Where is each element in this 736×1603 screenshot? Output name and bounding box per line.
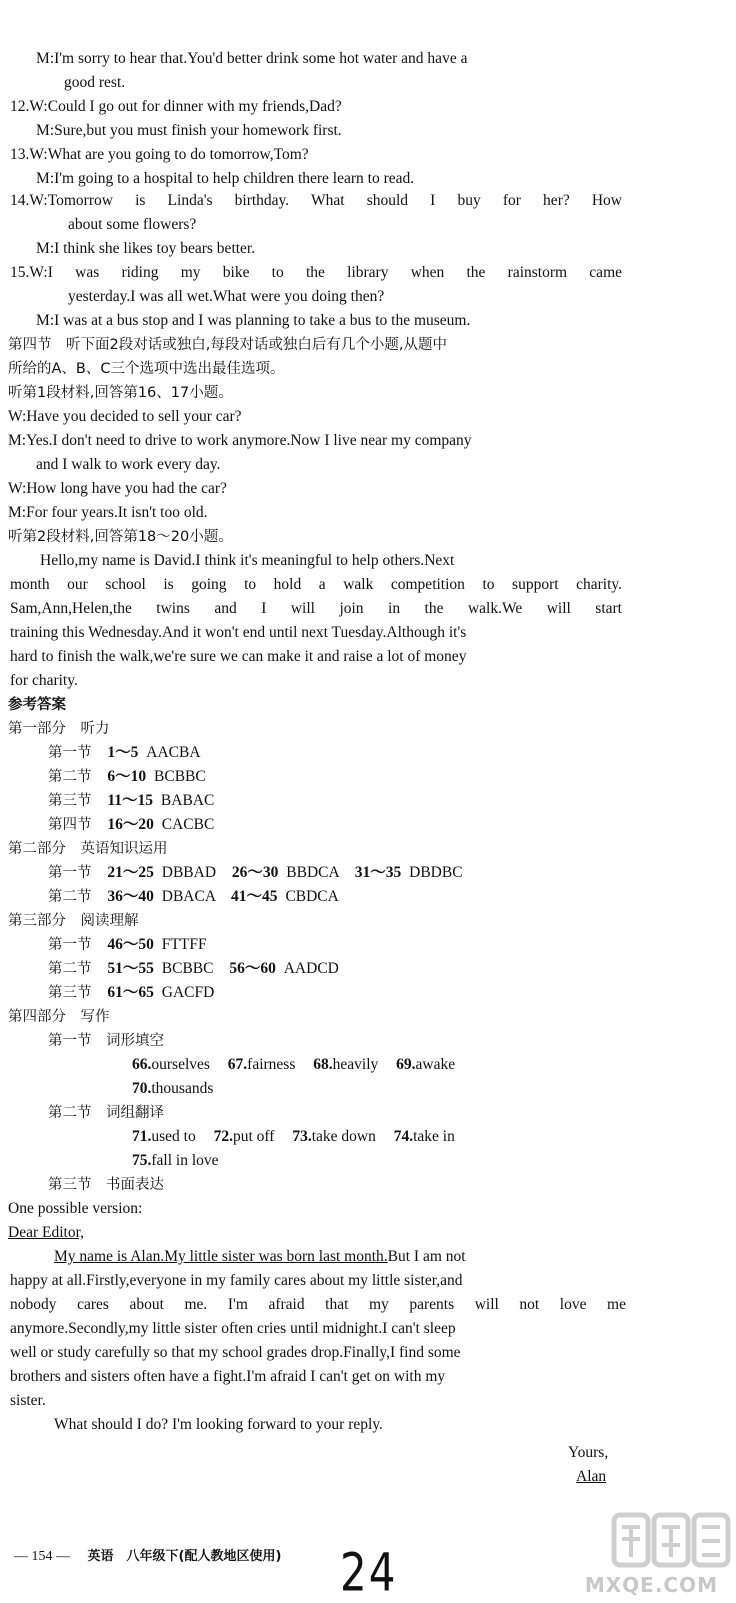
answer-phrase: used to: [151, 1128, 196, 1145]
letter-line-6: brothers and sisters often have a fight.I'm afraid I can't get on with my: [10, 1368, 446, 1385]
dialogue-14-woman-line1: 14.W:Tomorrow is Linda's birthday. What should I buy for her? How: [10, 192, 622, 209]
letter-line-1-rest: But I am not: [387, 1248, 466, 1265]
question-range: 16～20: [107, 816, 154, 833]
dialogue-11-man-line1: M:I'm sorry to hear that.You'd better drink some hot water and have a: [36, 50, 468, 67]
letter-line-1-underlined: My name is Alan.My little sister was born last month.: [54, 1248, 388, 1265]
answer-row-p3s3: [48, 982, 214, 1004]
answer-letters: AADCD: [283, 960, 339, 977]
answer-row-p2s2: [48, 886, 339, 908]
part-4-section-1-label: 第一节 词形填空: [48, 1033, 164, 1049]
material-2-para-line2: month our school is going to hold a walk competition to support charity.: [10, 576, 622, 593]
answer-letters: FTTFF: [161, 936, 207, 953]
dialogue-12-woman: 12.W:Could I go out for dinner with my friends,Dad?: [10, 98, 342, 115]
answer-row-p1s3: [48, 790, 214, 812]
question-range: 11～15: [107, 792, 154, 809]
letter-line-2: happy at all.Firstly,everyone in my family cares about my little sister,and: [10, 1272, 463, 1289]
dialogue-15-man: M:I was at a bus stop and I was planning to take a bus to the museum.: [36, 312, 471, 329]
answer-row-p2s1: [48, 862, 463, 884]
answer-phrase: take in: [413, 1128, 455, 1145]
watermark-text: MXQE.COM: [584, 1573, 718, 1597]
section-label: 第一节: [48, 937, 92, 953]
dialogue-15-woman-line2: yesterday.I was all wet.What were you doing then?: [68, 288, 385, 305]
question-number: 68.: [313, 1056, 333, 1073]
dialogue-13-man: M:I'm going to a hospital to help children there learn to read.: [36, 170, 415, 187]
material-2-para-line4: training this Wednesday.And it won't end until next Tuesday.Although it's: [10, 624, 467, 641]
question-range: 41～45: [231, 888, 278, 905]
answer-row-p3s1: [48, 934, 207, 956]
material-2-para-line3: Sam,Ann,Helen,the twins and I will join in the walk.We will start: [10, 600, 622, 617]
question-number: 67.: [227, 1056, 248, 1073]
letter-salutation: Dear Editor,: [8, 1224, 84, 1241]
question-range: 21～25: [107, 864, 154, 881]
part-4-section-3-label: 第三节 书面表达: [48, 1177, 164, 1193]
answer-letters: CACBC: [161, 816, 215, 833]
word-form-answers-row2: [132, 1078, 213, 1100]
answer-phrase: fall in love: [151, 1152, 219, 1169]
letter-line-5: well or study carefully so that my school grades drop.Finally,I find some: [10, 1344, 461, 1361]
section-label: 第一节: [48, 745, 92, 761]
answer-letters: CBDCA: [285, 888, 339, 905]
sample-version-label: One possible version:: [8, 1200, 143, 1217]
question-number: 71.: [132, 1128, 152, 1145]
part-1-title: 第一部分 听力: [8, 721, 110, 737]
question-range: 36～40: [107, 888, 154, 905]
letter-line-1: [54, 1246, 466, 1268]
page-footer: [14, 1547, 281, 1567]
letter-line-8: What should I do? I'm looking forward to your reply.: [54, 1416, 383, 1433]
question-number: 75.: [132, 1152, 152, 1169]
answer-letters: DBDBC: [409, 864, 463, 881]
part-2-title: 第二部分 英语知识运用: [8, 841, 168, 857]
section-label: 第一节: [48, 865, 92, 881]
part-3-title: 第三部分 阅读理解: [8, 913, 139, 929]
material-1-line2: M:Yes.I don't need to drive to work anymore.Now I live near my company: [8, 432, 472, 449]
answer-row-p1s1: [48, 742, 201, 764]
answer-row-p1s2: [48, 766, 206, 788]
question-range: 51～55: [107, 960, 154, 977]
section-label: 第二节: [48, 769, 92, 785]
material-2-para-line6: for charity.: [10, 672, 78, 689]
phrase-translation-answers-row1: [132, 1126, 455, 1148]
answer-letters: BCBBC: [161, 960, 214, 977]
section-label: 第二节: [48, 961, 92, 977]
letter-signature: Alan: [576, 1468, 607, 1485]
dialogue-14-man: M:I think she likes toy bears better.: [36, 240, 256, 257]
answer-word: ourselves: [151, 1056, 210, 1073]
question-range: 61～65: [107, 984, 154, 1001]
question-number: 70.: [132, 1080, 152, 1097]
part-4-section-2-label: 第二节 词组翻译: [48, 1105, 164, 1121]
answer-word: heavily: [332, 1056, 379, 1073]
answer-phrase: take down: [311, 1128, 376, 1145]
material-2-para-line5: hard to finish the walk,we're sure we can make it and raise a lot of money: [10, 648, 467, 665]
answer-row-p1s4: [48, 814, 214, 836]
section-label: 第三节: [48, 793, 92, 809]
answer-row-p3s2: [48, 958, 339, 980]
section-label: 第四节: [48, 817, 92, 833]
part-4-title: 第四部分 写作: [8, 1009, 110, 1025]
question-range: 31～35: [354, 864, 402, 881]
answer-word: thousands: [151, 1080, 214, 1097]
material-1-line5: M:For four years.It isn't too old.: [8, 504, 208, 521]
material-1-heading: 听第1段材料,回答第16、17小题。: [8, 385, 233, 401]
question-number: 69.: [396, 1056, 416, 1073]
word-form-answers-row1: [132, 1054, 455, 1076]
letter-line-3: nobody cares about me. I'm afraid that my parents will not love me: [10, 1296, 626, 1313]
material-1-line1: W:Have you decided to sell your car?: [8, 408, 242, 425]
section-4-instructions-line1: 第四节 听下面2段对话或独白,每段对话或独白后有几个小题,从题中: [8, 337, 447, 353]
letter-closing: Yours,: [568, 1444, 609, 1461]
question-range: 6～10: [107, 768, 147, 785]
question-range: 56～60: [229, 960, 276, 977]
letter-line-7: sister.: [10, 1392, 46, 1409]
answer-letters: GACFD: [161, 984, 215, 1001]
handwritten-number: 24: [340, 1541, 398, 1603]
page-number: — 154 —: [14, 1549, 70, 1564]
question-range: 1～5: [107, 744, 139, 761]
question-range: 46～50: [107, 936, 154, 953]
question-number: 66.: [132, 1056, 152, 1073]
dialogue-12-man: M:Sure,but you must finish your homework first.: [36, 122, 342, 139]
book-title: 英语 八年级下(配人教地区使用): [87, 1549, 282, 1564]
dialogue-11-man-line2: good rest.: [64, 74, 126, 91]
material-2-para-line1: Hello,my name is David.I think it's meaningful to help others.Next: [40, 552, 455, 569]
answer-letters: DBACA: [161, 888, 216, 905]
answers-heading: 参考答案: [8, 697, 66, 713]
answer-letters: BABAC: [160, 792, 215, 809]
material-1-line3: and I walk to work every day.: [36, 456, 221, 473]
letter-line-4: anymore.Secondly,my little sister often cries until midnight.I can't sleep: [10, 1320, 456, 1337]
material-1-line4: W:How long have you had the car?: [8, 480, 227, 497]
dialogue-15-woman-line1: 15.W:I was riding my bike to the library when the rainstorm came: [10, 264, 622, 281]
dialogue-14-woman-line2: about some flowers?: [68, 216, 197, 233]
material-2-heading: 听第2段材料,回答第18～20小题。: [8, 529, 233, 545]
answer-letters: DBBAD: [161, 864, 217, 881]
answer-letters: BBDCA: [286, 864, 339, 881]
answer-letters: BCBBC: [154, 768, 206, 785]
phrase-translation-answers-row2: [132, 1150, 219, 1172]
dialogue-13-woman: 13.W:What are you going to do tomorrow,Tom?: [10, 146, 309, 163]
question-range: 26～30: [231, 864, 279, 881]
answer-phrase: put off: [232, 1128, 275, 1145]
answer-word: awake: [415, 1056, 456, 1073]
section-label: 第三节: [48, 985, 92, 1001]
section-4-instructions-line2: 所给的A、B、C三个选项中选出最佳选项。: [8, 361, 285, 377]
question-number: 72.: [213, 1128, 233, 1145]
question-number: 74.: [393, 1128, 414, 1145]
question-number: 73.: [292, 1128, 312, 1145]
section-label: 第二节: [48, 889, 92, 905]
answer-letters: AACBA: [146, 744, 201, 761]
answer-word: fairness: [247, 1056, 296, 1073]
